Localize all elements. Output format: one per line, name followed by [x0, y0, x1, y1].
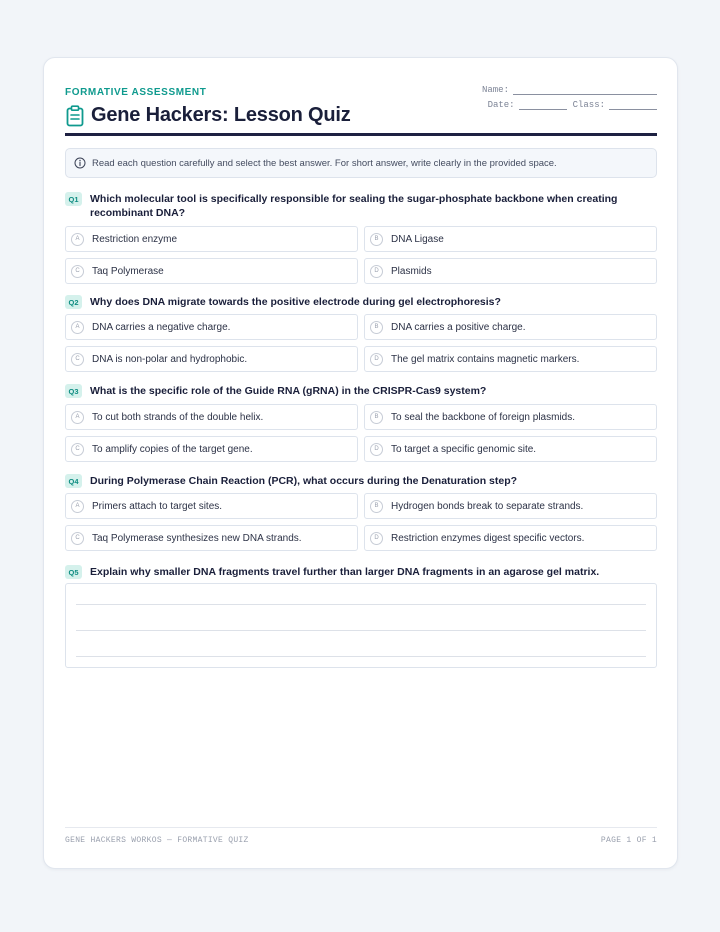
question-2 — [65, 295, 657, 372]
kicker-label: FORMATIVE ASSESSMENT — [65, 87, 207, 98]
instructions-banner — [65, 148, 657, 178]
question-badge: Q1 — [65, 192, 82, 206]
header-divider — [65, 133, 657, 136]
option-letter: C — [71, 353, 84, 366]
option-text: DNA carries a positive charge. — [391, 321, 526, 333]
student-info — [482, 80, 657, 110]
question-text: Which molecular tool is specifically responsible for sealing the sugar-phosphate backbone when creating recombinant DNA? — [90, 193, 618, 219]
option-text: Restriction enzymes digest specific vectors. — [391, 532, 585, 544]
option-text: Plasmids — [391, 265, 432, 277]
option-a[interactable] — [65, 226, 358, 252]
question-3 — [65, 384, 657, 462]
writing-line — [76, 656, 646, 657]
option-a[interactable] — [65, 404, 358, 430]
page-title: Gene Hackers: Lesson Quiz — [91, 104, 351, 126]
writing-line — [76, 630, 646, 631]
question-text: What is the specific role of the Guide RNA (gRNA) in the CRISPR-Cas9 system? — [90, 385, 487, 397]
option-a[interactable] — [65, 314, 358, 340]
page-number: PAGE 1 OF 1 — [600, 836, 657, 845]
option-letter: C — [71, 443, 84, 456]
answer-options — [65, 226, 657, 284]
option-c[interactable] — [65, 436, 358, 462]
question-4 — [65, 474, 657, 551]
option-text: Restriction enzyme — [92, 233, 178, 245]
option-text: To cut both strands of the double helix. — [92, 411, 264, 423]
page-footer — [65, 827, 657, 845]
option-text: To seal the backbone of foreign plasmids. — [391, 411, 575, 423]
option-d[interactable] — [364, 436, 657, 462]
question-text: Explain why smaller DNA fragments travel further than larger DNA fragments in an agarose gel matrix. — [90, 566, 600, 578]
option-text: To target a specific genomic site. — [391, 443, 537, 455]
option-text: Taq Polymerase — [92, 265, 164, 277]
option-text: DNA carries a negative charge. — [92, 321, 231, 333]
name-label: Name: — [481, 85, 509, 95]
option-letter: D — [370, 265, 383, 278]
option-letter: C — [71, 532, 84, 545]
option-letter: B — [370, 321, 383, 334]
info-icon — [74, 157, 86, 169]
class-label: Class: — [572, 100, 605, 110]
option-b[interactable] — [364, 226, 657, 252]
option-c[interactable] — [65, 525, 358, 551]
option-letter: A — [71, 321, 84, 334]
option-text: DNA Ligase — [391, 233, 444, 245]
option-text: DNA is non-polar and hydrophobic. — [92, 353, 248, 365]
answer-options — [65, 493, 657, 551]
question-5 — [65, 565, 657, 579]
option-d[interactable] — [364, 525, 657, 551]
option-text: Taq Polymerase synthesizes new DNA strands. — [92, 532, 302, 544]
question-badge: Q5 — [65, 565, 82, 579]
option-text: The gel matrix contains magnetic markers. — [391, 353, 580, 365]
date-field[interactable] — [519, 100, 567, 110]
writing-line — [76, 604, 646, 605]
question-text: Why does DNA migrate towards the positive electrode during gel electrophoresis? — [90, 296, 501, 308]
option-a[interactable] — [65, 493, 358, 519]
short-answer-area[interactable] — [65, 583, 657, 668]
option-letter: C — [71, 265, 84, 278]
option-text: Primers attach to target sites. — [92, 500, 223, 512]
option-letter: A — [71, 233, 84, 246]
quiz-header — [65, 78, 657, 138]
option-letter: A — [71, 411, 84, 424]
option-b[interactable] — [364, 493, 657, 519]
class-field[interactable] — [609, 100, 657, 110]
answer-options — [65, 404, 657, 462]
option-text: Hydrogen bonds break to separate strands. — [391, 500, 584, 512]
option-c[interactable] — [65, 258, 358, 284]
date-label: Date: — [487, 100, 515, 110]
option-d[interactable] — [364, 346, 657, 372]
question-badge: Q3 — [65, 384, 82, 398]
instructions-text: Read each question carefully and select the best answer. For short answer, write clearly in the provided space. — [92, 157, 557, 169]
quiz-sheet — [43, 57, 678, 869]
option-text: To amplify copies of the target gene. — [92, 443, 253, 455]
question-badge: Q4 — [65, 474, 82, 488]
title-row — [65, 104, 351, 127]
option-b[interactable] — [364, 314, 657, 340]
clipboard-icon — [65, 105, 85, 127]
question-badge: Q2 — [65, 295, 82, 309]
question-1 — [65, 192, 657, 284]
option-d[interactable] — [364, 258, 657, 284]
question-text: During Polymerase Chain Reaction (PCR), what occurs during the Denaturation step? — [90, 475, 518, 487]
option-letter: B — [370, 233, 383, 246]
option-letter: B — [370, 500, 383, 513]
option-b[interactable] — [364, 404, 657, 430]
option-c[interactable] — [65, 346, 358, 372]
option-letter: B — [370, 411, 383, 424]
answer-options — [65, 314, 657, 372]
option-letter: D — [370, 443, 383, 456]
name-field[interactable] — [513, 85, 657, 95]
footer-title: GENE HACKERS WORKOS — FORMATIVE QUIZ — [65, 836, 249, 845]
option-letter: D — [370, 532, 383, 545]
option-letter: D — [370, 353, 383, 366]
option-letter: A — [71, 500, 84, 513]
